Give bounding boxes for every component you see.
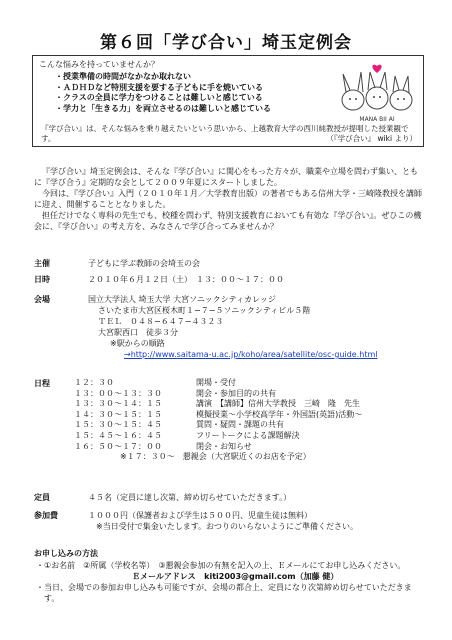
schedule-item [74,431,311,442]
schedule-desc: 閉会・お知らせ [196,441,252,451]
schedule-item [74,378,311,389]
schedule-item [74,409,363,421]
concern-list [55,72,271,114]
venue-access: 大宮駅西口 徒歩３分 [98,328,178,337]
schedule-item [74,420,311,431]
mascot-illustration [337,62,417,124]
concern-item: ・ＡＤＨＤなど特別支援を要する子どもに手を焼いている [55,82,263,92]
schedule-time: １４：３０～１５：１５ [74,409,162,419]
date-value: ２０１０年６月１２日（土） １３：００～１７：００ [88,275,284,284]
concern-item: ・授業準備の時間がなかなか取れない [55,72,191,81]
page-title: 第６回「学び合い」埼玉定例会 [100,33,352,53]
schedule-item [74,442,311,453]
schedule-list [74,378,363,463]
box-lead: こんな悩みを持っていませんか？ [39,60,159,69]
schedule-item [74,389,311,400]
venue-address: さいたま市大宮区桜木町１−７−５ソニックシティビル５階 [98,306,311,315]
schedule-time: １２：３０ [74,378,114,387]
mascot-label: MANA BII AI [359,116,395,123]
email-address[interactable]: kiti2003@gmail.com（加藤 健） [204,572,339,581]
schedule-time: １５：３０～１５：４５ [74,420,162,430]
fee-value [88,510,358,532]
capacity-label: 定員 [34,493,50,502]
venue-name: 国立大学法人 埼玉大学 大宮ソニックシティカレッジ [88,295,276,304]
intro-paragraph: 担任だけでなく専科の先生でも、校種を問わず、特別支援教育においても有効な『学び合い』。ぜひこの機会に、『学び合い』の考え方を、みなさんで学び合ってみませんか？ [34,211,422,231]
application-step: ・当日、会場での参加お申し込みも可能ですが、会場の都合上、定員になり次第締め切らせていただきます。 [36,583,412,603]
fee-label: 参加費 [34,511,58,520]
schedule-time: １５：４５～１６：４５ [74,430,162,440]
schedule-desc: 模擬授業～小学校高学年・外国語(英語)活動～ [196,409,363,419]
concern-item: ・クラスの全員に学力をつけることは難しいと感じている [55,93,263,102]
box-note [41,124,417,144]
schedule-label: 日程 [34,379,50,388]
venue-value [88,294,378,360]
concern-item: ・学力と「生きる力」を両立させるのは難しいと感じている [55,103,271,113]
intro-paragraph: 『学び合い』埼玉定例会は、そんな『学び合い』に関心をもった方々が、職業や立場を問わず集い、ともに『学び合う』定期的な会として２００９年夏にスタートしました。 [34,167,418,187]
venue-tel: ＴＥＬ ０４８−６４７−４３２３ [98,317,224,326]
host-label: 主催 [34,259,50,268]
email-label: Ｅメールアドレス [132,572,196,581]
host-value: 子どもに学ぶ教師の会埼玉の会 [88,259,200,268]
date-label: 日時 [34,275,50,284]
intro-box [32,55,424,147]
schedule-desc: 開場・受付 [196,378,236,387]
schedule-time: １３：３０～１４：１５ [74,399,162,409]
schedule-time: １６：５０～１７：００ [74,441,162,451]
schedule-desc: 講演 【講師】信州大学教授 三崎 隆 先生 [196,399,360,409]
schedule-party: ※１７：３０～ 懇親会（大宮駅近くのお店を予定） [120,452,311,462]
fee-note: ※当日受付で集金いたします。おつりのいらないようにご準備ください。 [96,522,358,531]
intro-paragraph: 今回は、『学び合い』入門（２０１０年１月／大学教育出版）の著者でもある信州大学・三崎隆教授を講師に迎え、開催することとなりました。 [34,189,422,209]
schedule-time: １３：００～１３：３０ [74,388,162,398]
venue-route-link[interactable]: →http://www.saitama-u.ac.jp/koho/area/satellite/osc-guide.html [124,350,378,359]
application-step: ・①お名前 ②所属（学校名等） ③懇親会参加の有無を記入の上、Ｅメールにてお申し込みください。 [36,561,406,570]
box-note-text: 『学び合い』は、そんな悩みを乗り越えたいという思いから、上越教育大学の西川純教授が提唱した授業観です。 [41,124,409,143]
application-title: お申し込みの方法 [34,549,98,558]
schedule-desc: フリートークによる課題解決 [196,430,300,440]
intro-text [34,166,424,232]
venue-route-note: ※駅からの順路 [110,339,165,348]
schedule-desc: 質問・疑問・課題の共有 [196,420,284,430]
box-note-source: （『学び合い』 wiki より） [326,134,417,143]
venue-label: 会場 [34,295,50,304]
capacity-value: ４５名（定員に達し次第、締め切らせていただきます。） [88,493,292,502]
application-body [36,560,426,604]
application-email-line [36,571,426,582]
schedule-item [74,399,360,410]
schedule-desc: 開会・参加目的の共有 [196,388,276,398]
fee-amount: １０００円（保護者および学生は５００円、児童生徒は無料） [88,511,312,520]
